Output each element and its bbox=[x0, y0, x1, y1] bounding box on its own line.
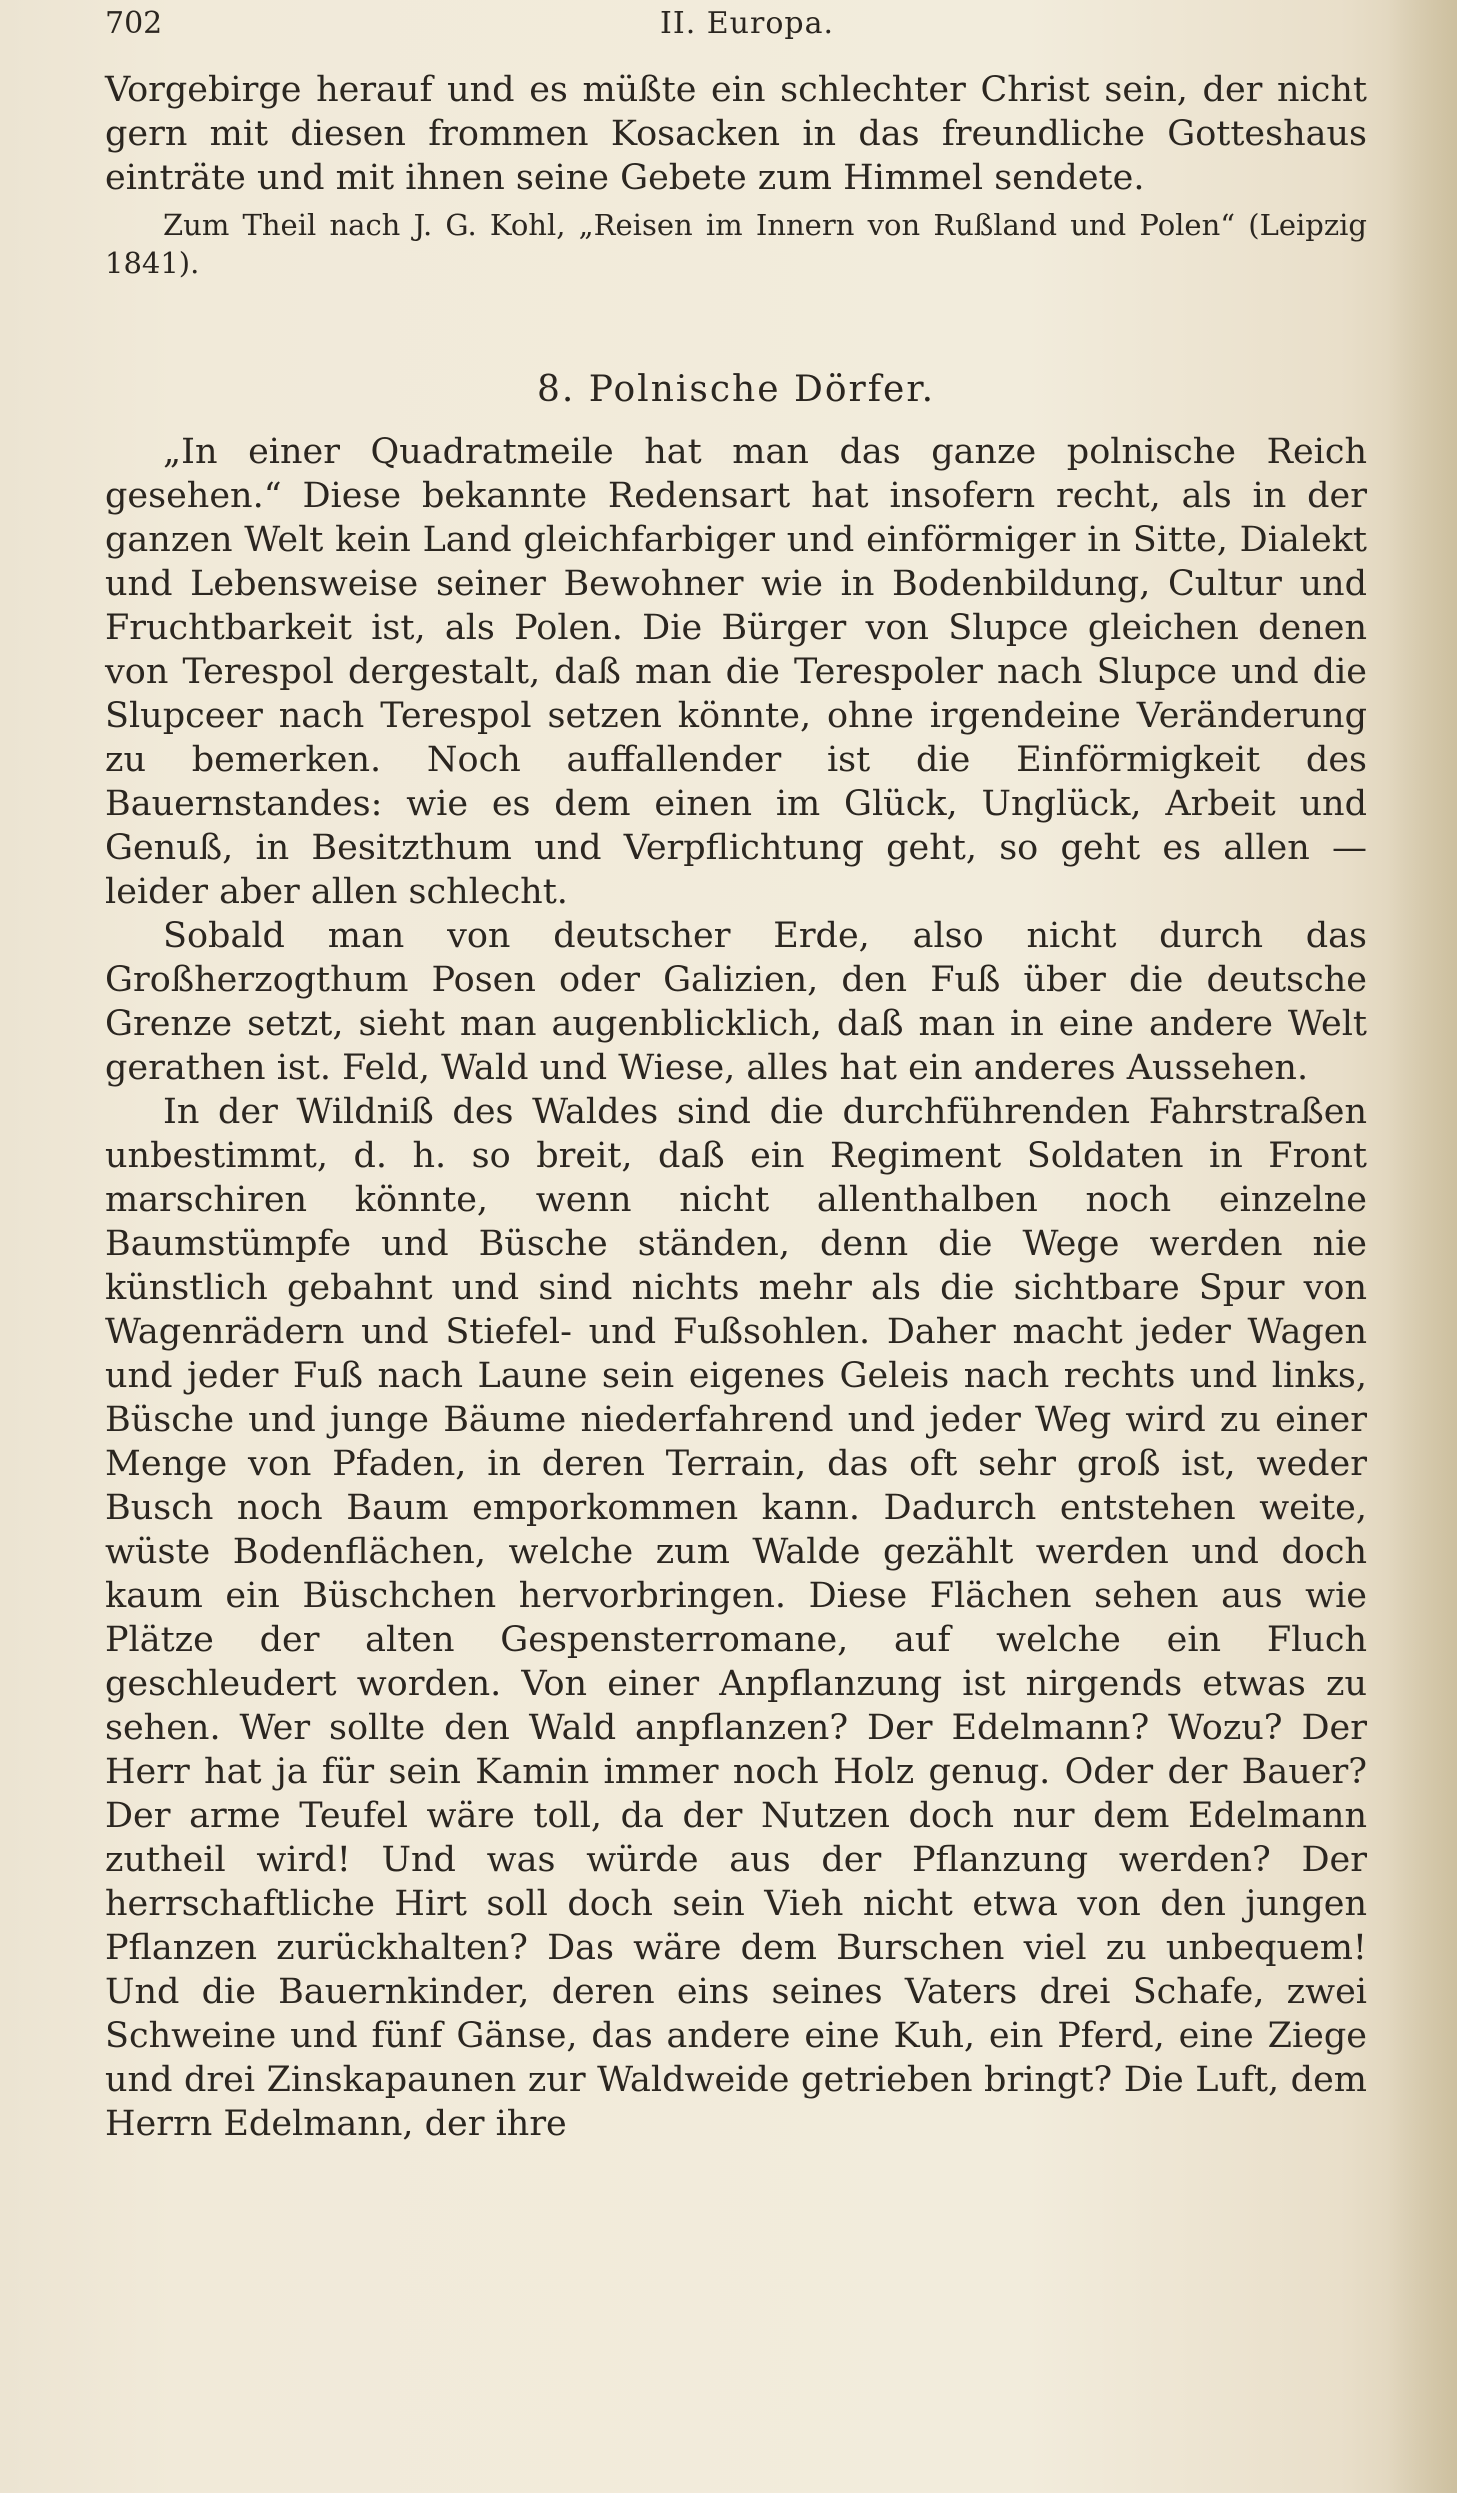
page-number: 702 bbox=[105, 6, 163, 41]
paragraph-1: „In einer Quadratmeile hat man das ganze polnische Reich gesehen.“ Diese bekannte Redensart hat insofern recht, als in der ganzen Welt kein Land gleichfarbiger und einförmiger in Sitte, Dialekt und Lebensweise seiner Bewohner wie in Bodenbildung, Cultur und Fruchtbarkeit ist, als Polen. Die Bürger von Slupce gleichen denen von Terespol dergestalt, daß man die Terespoler nach Slupce und die Slupceer nach Terespol setzen könnte, ohne irgendeine Veränderung zu bemerken. Noch auffallender ist die Einförmigkeit des Bauernstandes: wie es dem einen im Glück, Unglück, Arbeit und Genuß, in Besitzthum und Verpflichtung geht, so geht es allen — leider aber allen schlecht. bbox=[105, 432, 1367, 912]
page-edge-shadow bbox=[1387, 0, 1457, 2493]
running-head: II. Europa. bbox=[660, 6, 835, 41]
section-title: 8. Polnische Dörfer. bbox=[536, 369, 936, 410]
page-header bbox=[105, 6, 1365, 66]
paragraph-2: Sobald man von deutscher Erde, also nicht durch das Großherzogthum Posen oder Galizien, den Fuß über die deutsche Grenze setzt, sieht man augenblicklich, daß man in eine andere Welt gerathen ist. Feld, Wald und Wiese, alles hat ein anderes Aussehen. bbox=[105, 916, 1367, 1088]
body-text bbox=[105, 68, 1367, 2146]
intro-paragraph: Vorgebirge herauf und es müßte ein schlechter Christ sein, der nicht gern mit diesen frommen Kosacken in das freundliche Gotteshaus einträte und mit ihnen seine Gebete zum Himmel sendete. bbox=[105, 70, 1367, 198]
source-citation: Zum Theil nach J. G. Kohl, „Reisen im Innern von Rußland und Polen“ (Leipzig 1841). bbox=[105, 208, 1367, 280]
paragraph-3: In der Wildniß des Waldes sind die durchführenden Fahrstraßen unbestimmt, d. h. so breit, daß ein Regiment Soldaten in Front marschiren könnte, wenn nicht allenthalben noch einzelne Baumstümpfe und Büsche ständen, denn die Wege werden nie künstlich gebahnt und sind nichts mehr als die sichtbare Spur von Wagenrädern und Stiefel- und Fußsohlen. Daher macht jeder Wagen und jeder Fuß nach Laune sein eigenes Geleis nach rechts und links, Büsche und junge Bäume niederfahrend und jeder Weg wird zu einer Menge von Pfaden, in deren Terrain, das oft sehr groß ist, weder Busch noch Baum emporkommen kann. Dadurch entstehen weite, wüste Bodenflächen, welche zum Walde gezählt werden und doch kaum ein Büschchen hervorbringen. Diese Flächen sehen aus wie Plätze der alten Gespensterromane, auf welche ein Fluch geschleudert worden. Von einer Anpflanzung ist nirgends etwas zu sehen. Wer sollte den Wald anpflanzen? Der Edelmann? Wozu? Der Herr hat ja für sein Kamin immer noch Holz genug. Oder der Bauer? Der arme Teufel wäre toll, da der Nutzen doch nur dem Edelmann zutheil wird! Und was würde aus der Pflanzung werden? Der herrschaftliche Hirt soll doch sein Vieh nicht etwa von den jungen Pflanzen zurückhalten? Das wäre dem Burschen viel zu unbequem! Und die Bauernkinder, deren eins seines Vaters drei Schafe, zwei Schweine und fünf Gänse, das andere eine Kuh, ein Pferd, eine Ziege und drei Zinskapaunen zur Waldweide getrieben bringt? Die Luft, dem Herrn Edelmann, der ihre bbox=[105, 1092, 1367, 2144]
